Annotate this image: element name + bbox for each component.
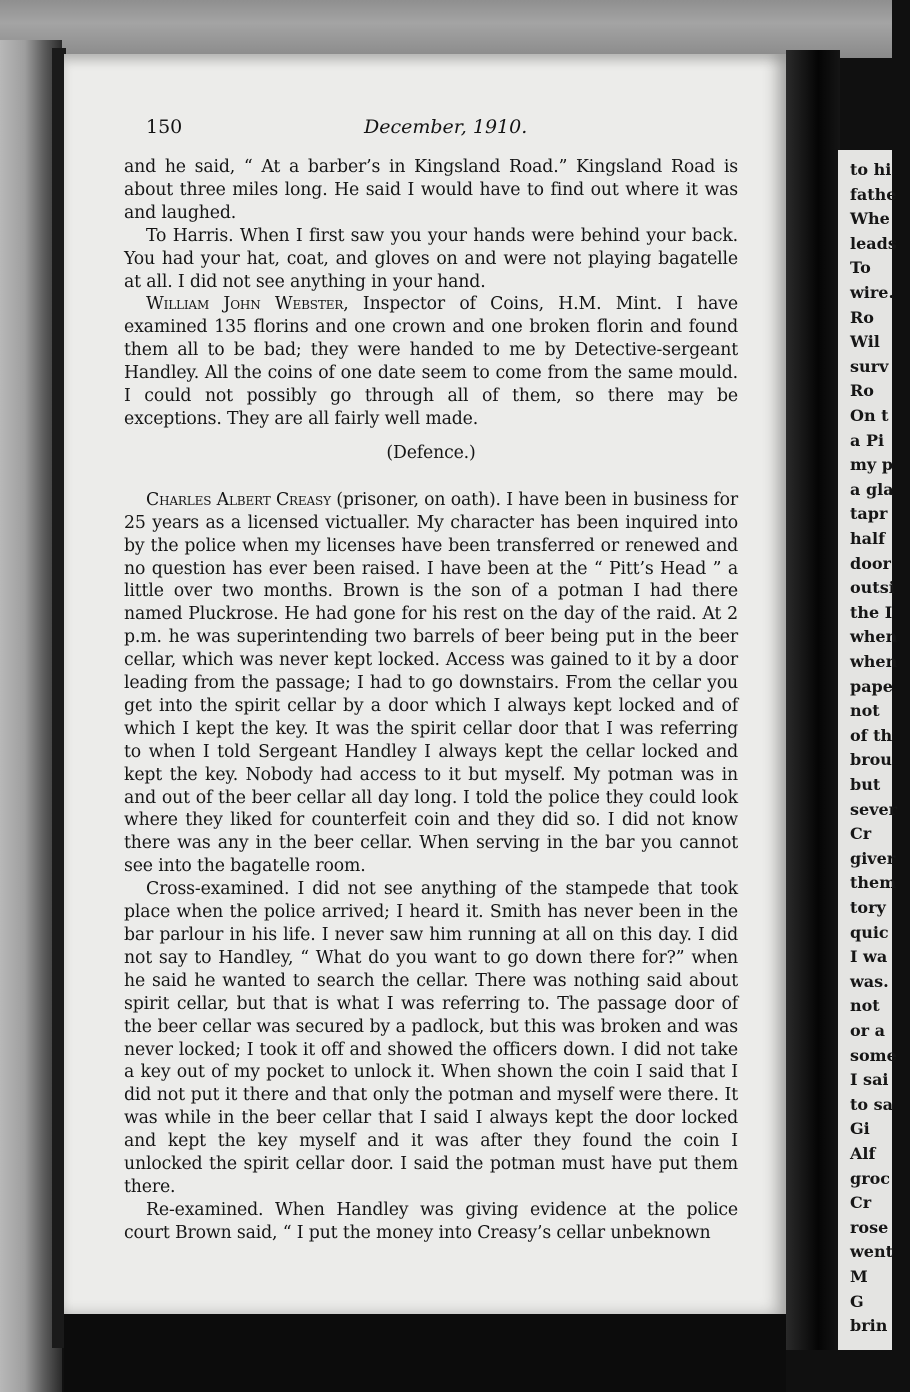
speaker-name: Charles Albert Creasy bbox=[146, 489, 331, 510]
facing-page-line: I sai bbox=[850, 1070, 889, 1090]
facing-page-line: tory bbox=[850, 898, 886, 917]
facing-page-line: of th bbox=[850, 725, 893, 745]
facing-page-line: To bbox=[850, 258, 871, 278]
facing-page-line: a gla bbox=[850, 479, 894, 499]
scan-top-edge bbox=[0, 0, 892, 58]
facing-page-line: M bbox=[850, 1267, 868, 1286]
facing-page-line: I wa bbox=[850, 947, 888, 967]
facing-page-line: Cr bbox=[850, 824, 872, 844]
section-heading: (Defence.) bbox=[386, 442, 476, 463]
facing-page-line: when bbox=[850, 652, 898, 671]
facing-page-line: when bbox=[850, 627, 898, 647]
facing-page-line: to sa bbox=[850, 1094, 894, 1114]
facing-page-line: but bbox=[850, 775, 881, 794]
body-text bbox=[124, 156, 738, 1245]
paragraph-cross-examined: Cross-examined. I did not see anything of the stampede that took place when the police arrived; I heard it. Smith has never been in the bar parlour in his life. I never saw him running at all on this day. I did not say to Handley, “ What do you want to go down there for?” when he said he wanted to search the cellar. There was nothing said about spirit cellar, but that is what I was referring to. The passage door of the beer cellar was secured by a padlock, but this was broken and was never locked; I took it off and showed the officers down. I did not take a key out of my pocket to unlock it. When shown the coin I said that I did not put it there and that only the potman and myself were there. It was while in the beer cellar that I said I always kept the door locked and kept the key myself and it was after they found the coin I unlocked the spirit cellar door. I said the potman must have put them there. bbox=[124, 879, 738, 1197]
scan-bottom-edge bbox=[64, 1314, 786, 1392]
page-header bbox=[146, 116, 746, 146]
facing-page-line: outsi bbox=[850, 578, 895, 598]
facing-page-line: wire. bbox=[850, 283, 895, 302]
facing-page-line: Whe bbox=[850, 209, 890, 229]
running-title: December, 1910. bbox=[364, 116, 528, 138]
paragraph-creasy-text: (prisoner, on oath). I have been in business for 25 years as a licensed victualler. My character has been inquired into by the police when my licenses have been transferred or renewed and no question has ever been raised. I have been at the “ Pitt’s Head ” a little over two months. Brown is the son of a potman I had there named Pluckrose. He had gone for his rest on the day of the raid. At 2 p.m. he was superintending two barrels of beer being put in the beer cellar, which was never kept locked. Access was gained to it by a door leading from the passage; I had to go downstairs. From the cellar you get into the spirit cellar by a door which I always kept locked and of which I kept the key. It was the spirit cellar door that I was referring to when I told Sergeant Handley I always kept the cellar locked and kept the key. Nobody had access to it but myself. My potman was in and out of the beer cellar all day long. I told the police they could look where they liked for counterfeit coin and they did so. I did not know there was any in the beer cellar. When serving in the bar you cannot see into the bagatelle room. bbox=[124, 489, 739, 877]
facing-page-line: quic bbox=[850, 922, 889, 942]
page-number: 150 bbox=[146, 116, 183, 138]
facing-page-line: not bbox=[850, 701, 880, 721]
facing-page-line: them bbox=[850, 873, 897, 893]
facing-page-line: the I bbox=[850, 602, 893, 622]
facing-page-line: Wil bbox=[850, 332, 880, 352]
facing-page-line: went bbox=[850, 1242, 893, 1262]
facing-page-line: door bbox=[850, 553, 891, 573]
paragraph-re-examined: Re-examined. When Handley was giving evidence at the police court Brown said, “ I put the money into Creasy’s cellar unbeknown bbox=[124, 1199, 738, 1243]
facing-page-line: leads bbox=[850, 233, 897, 253]
facing-page-line: G bbox=[850, 1291, 864, 1311]
facing-page-line: Gi bbox=[850, 1119, 870, 1139]
facing-page-line: rose bbox=[850, 1217, 889, 1237]
paragraph-webster-text: Inspector of Coins, H.M. Mint. I have examined 135 florins and one crown and one broken florin and found them all to be bad; they were handed to me by Detective-sergeant Handley. All the coins of one date seem to come from the same mould. I could not possibly go through all of them, so there may be exceptions. They are all fairly well made. bbox=[124, 294, 738, 429]
facing-page-line: tapr bbox=[850, 504, 888, 524]
book-gutter bbox=[786, 50, 840, 1350]
facing-page-line: some bbox=[850, 1045, 897, 1065]
facing-page-line: not bbox=[850, 996, 880, 1016]
facing-page-line: sever bbox=[850, 799, 898, 819]
paragraph-1: and he said, “ At a barber’s in Kingsland Road.” Kingsland Road is about three miles long. He said I would have to find out where it was and laughed. bbox=[124, 157, 738, 223]
facing-page-line: Alf bbox=[850, 1144, 876, 1163]
facing-page-line: On t bbox=[850, 406, 889, 425]
facing-page-line: brou bbox=[850, 750, 892, 770]
facing-page-line: surv bbox=[850, 356, 889, 376]
facing-page-line: Ro bbox=[850, 307, 874, 327]
speaker-name: William John Webster, bbox=[146, 294, 349, 315]
facing-page-line: brin bbox=[850, 1316, 888, 1336]
facing-page-line: half bbox=[850, 529, 885, 548]
facing-page-line: groc bbox=[850, 1168, 891, 1188]
facing-page-line: my p bbox=[850, 455, 893, 475]
facing-page-line: Cr bbox=[850, 1193, 872, 1213]
facing-page-line: to hi bbox=[850, 160, 892, 179]
facing-page-line: pape bbox=[850, 676, 893, 696]
facing-page-line: giver bbox=[850, 848, 896, 868]
paragraph-webster bbox=[124, 293, 738, 430]
facing-page-line: a Pi bbox=[850, 430, 885, 450]
paragraph-creasy bbox=[124, 489, 738, 878]
facing-page-line: fathe bbox=[850, 184, 897, 204]
facing-page-line: Ro bbox=[850, 381, 874, 401]
facing-page-line: or a bbox=[850, 1021, 886, 1040]
paragraph-2: To Harris. When I first saw you your hands were behind your back. You had your hat, coat, and gloves on and were not playing bagatelle at all. I did not see anything in your hand. bbox=[124, 225, 738, 292]
facing-page-line: was. bbox=[850, 971, 889, 991]
